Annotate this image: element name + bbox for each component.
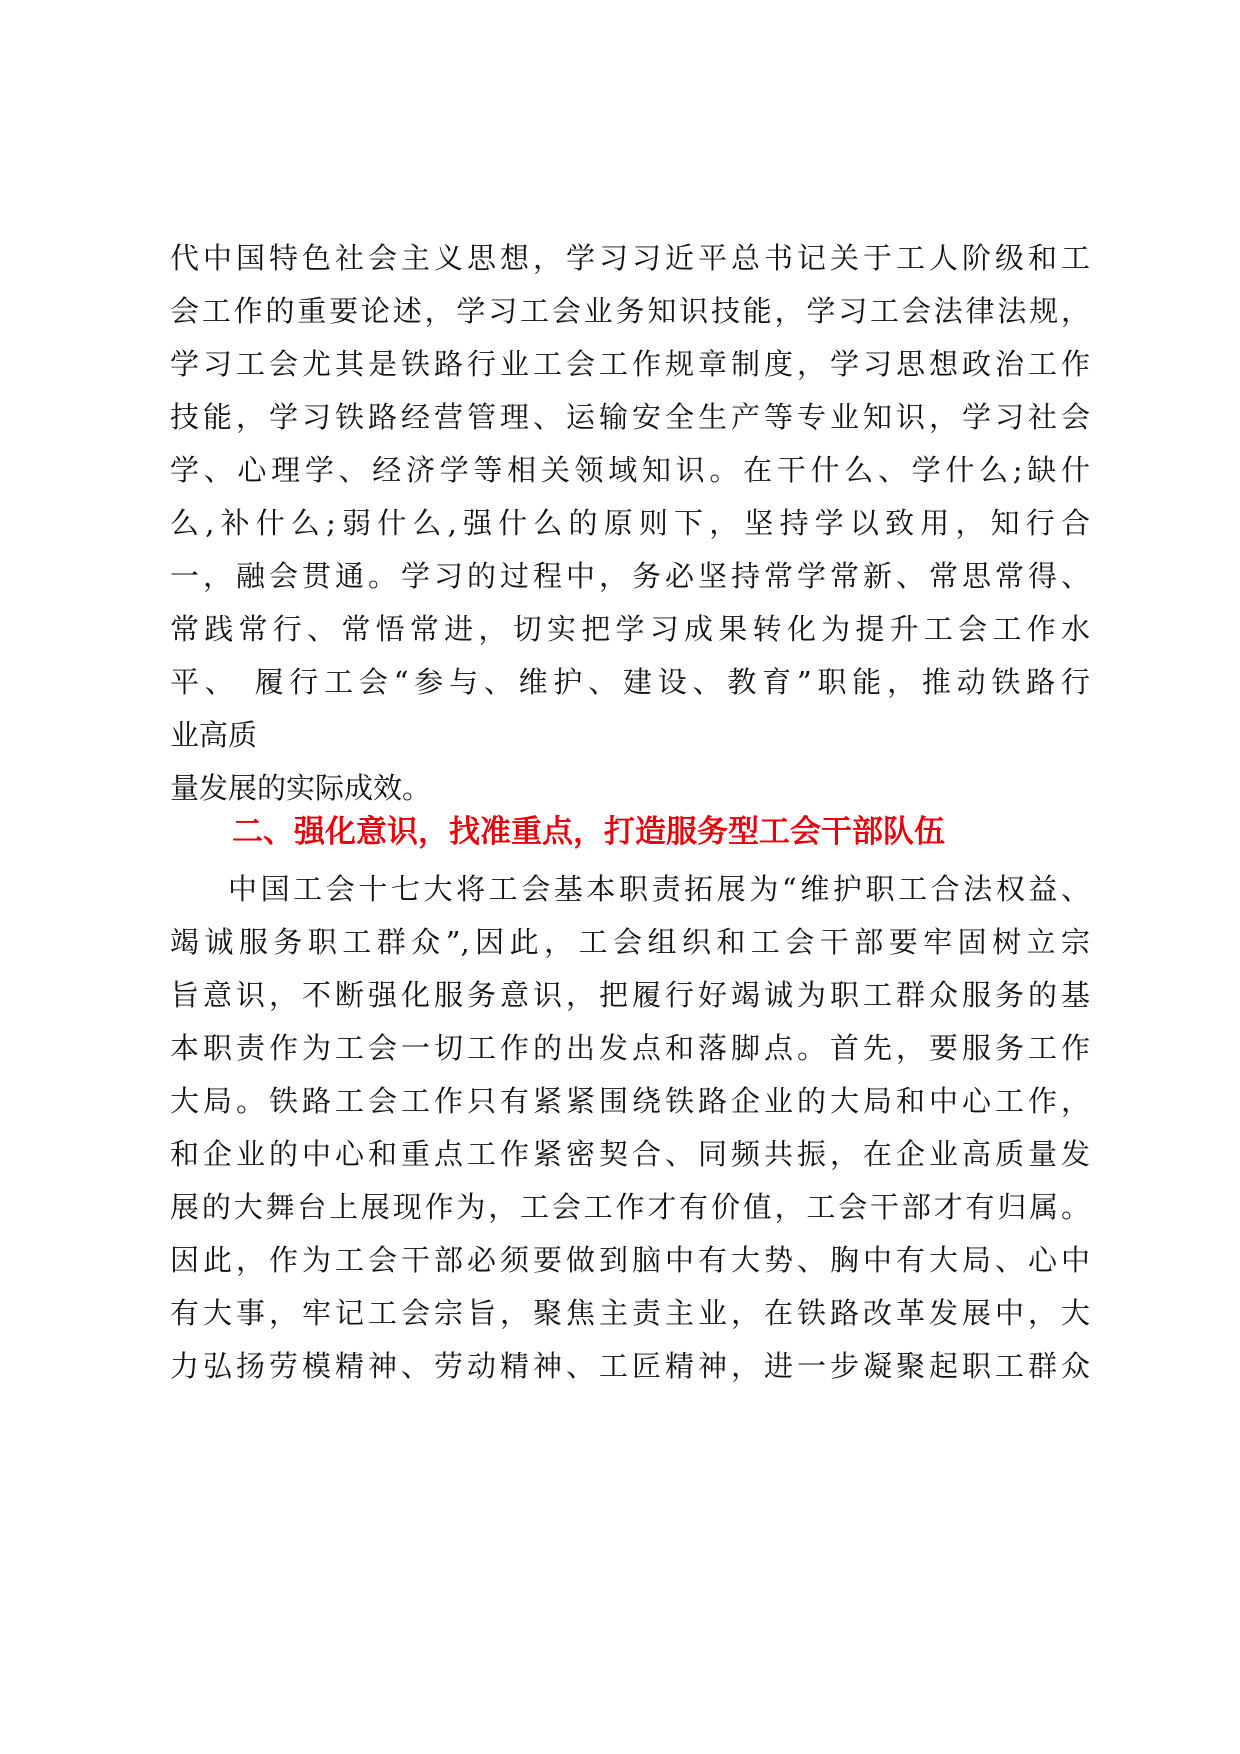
paragraph-2-line: 和企业的中心和重点工作紧密契合、同频共振，在企业高质量发 <box>170 1137 1090 1171</box>
paragraph-1-line: 代中国特色社会主义思想，学习习近平总书记关于工人阶级和工 <box>170 241 1090 275</box>
paragraph-2-line: 竭诚服务职工群众”,因此，工会组织和工会干部要牢固树立宗 <box>170 925 1090 959</box>
paragraph-1-line: 平、 履行工会“参与、维护、建设、教育”职能，推动铁路行 <box>170 665 1090 699</box>
paragraph-1-line: 常践常行、常悟常进，切实把学习成果转化为提升工会工作水 <box>170 612 1090 646</box>
paragraph-1 <box>170 232 1090 815</box>
paragraph-2-line: 本职责作为工会一切工作的出发点和落脚点。首先，要服务工作 <box>170 1031 1090 1065</box>
paragraph-2-line: 有大事，牢记工会宗旨，聚焦主责主业，在铁路改革发展中，大 <box>170 1296 1090 1330</box>
paragraph-2 <box>170 863 1090 1393</box>
paragraph-2-line: 大局。铁路工会工作只有紧紧围绕铁路企业的大局和中心工作， <box>170 1084 1090 1118</box>
paragraph-2-line: 中国工会十七大将工会基本职责拓展为“维护职工合法权益、 <box>228 872 1090 906</box>
paragraph-2-line: 力弘扬劳模精神、劳动精神、工匠精神，进一步凝聚起职工群众 <box>170 1349 1090 1383</box>
section-heading: 二、强化意识，找准重点，打造服务型工会干部队伍 <box>232 814 945 850</box>
paragraph-1-line: 学习工会尤其是铁路行业工会工作规章制度，学习思想政治工作 <box>170 347 1090 381</box>
paragraph-1-line: 一，融会贯通。学习的过程中，务必坚持常学常新、常思常得、 <box>170 559 1090 593</box>
paragraph-1-line: 量发展的实际成效。 <box>170 771 432 805</box>
paragraph-1-line: 技能，学习铁路经营管理、运输安全生产等专业知识，学习社会 <box>170 400 1090 434</box>
paragraph-1-line: 会工作的重要论述，学习工会业务知识技能，学习工会法律法规， <box>170 294 1090 328</box>
paragraph-2-line: 展的大舞台上展现作为，工会工作才有价值，工会干部才有归属。 <box>170 1190 1090 1224</box>
paragraph-1-line: 学、心理学、经济学等相关领域知识。在干什么、学什么;缺什 <box>170 453 1090 487</box>
paragraph-1-line: 么,补什么;弱什么,强什么的原则下，坚持学以致用，知行合 <box>170 506 1090 540</box>
paragraph-1-line: 业高质 <box>170 718 258 752</box>
paragraph-2-line: 旨意识，不断强化服务意识，把履行好竭诚为职工群众服务的基 <box>170 978 1090 1012</box>
paragraph-2-line: 因此，作为工会干部必须要做到脑中有大势、胸中有大局、心中 <box>170 1243 1090 1277</box>
